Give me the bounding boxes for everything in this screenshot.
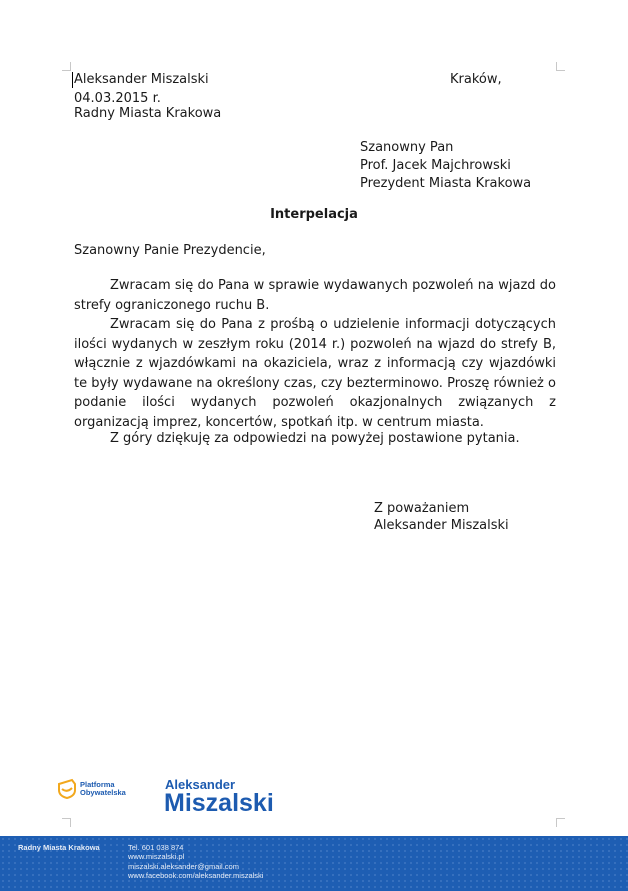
letter-date: 04.03.2015 r.	[74, 91, 161, 106]
sender-city: Kraków,	[450, 72, 502, 87]
closing-thanks: Z góry dziękuję za odpowiedzi na powyżej postawione pytania.	[110, 431, 520, 446]
brand-last-name: Miszalski	[164, 789, 274, 817]
recipient-position: Prezydent Miasta Krakowa	[360, 176, 532, 191]
letter-heading: Interpelacja	[270, 207, 358, 222]
platforma-obywatelska-logo-icon	[56, 778, 78, 800]
margin-mark-top-right	[556, 62, 565, 71]
body-paragraph-2: Zwracam się do Pana z prośbą o udzielenie informacji dotyczących ilości wydanych w zeszłym roku (2014 r.) pozwoleń na wjazd do strefy B, włącznie z wjazdówkami na okaziciela, wraz z informacją czy wjazdówki te były wydawane na określony czas, czy bezterminowo. Proszę również o podanie ilości wydanych pozwoleń okazjonalnych związanych z organizacją imprez, koncertów, spotkań itp. w centrum miasta.	[74, 317, 556, 430]
footer-email: miszalski.aleksander@gmail.com	[128, 861, 239, 871]
footer-banner	[0, 836, 628, 891]
margin-mark-bottom-right	[556, 818, 565, 827]
footer-phone: Tel. 601 038 874	[128, 843, 184, 852]
footer-contacts	[128, 843, 263, 880]
margin-mark-top-left	[62, 62, 71, 71]
party-name-line-2: Obywatelska	[80, 788, 126, 797]
footer-facebook: www.facebook.com/aleksander.miszalski	[128, 870, 264, 880]
margin-mark-bottom-left	[62, 818, 71, 827]
party-name-line-1: Platforma	[80, 780, 115, 789]
sender-title: Radny Miasta Krakowa	[74, 106, 222, 121]
body-paragraph-1: Zwracam się do Pana w sprawie wydawanych pozwoleń na wjazd do strefy ograniczonego ruchu B.	[74, 278, 556, 313]
brand-first-name: Aleksander	[165, 777, 236, 792]
footer-role: Radny Miasta Krakowa	[18, 843, 100, 852]
sender-name: Aleksander Miszalski	[74, 72, 209, 87]
party-name	[80, 781, 126, 797]
recipient-salutation: Szanowny Pan	[360, 140, 454, 155]
letter-body	[74, 276, 556, 432]
recipient-name: Prof. Jacek Majchrowski	[360, 158, 511, 173]
letter-greeting: Szanowny Panie Prezydencie,	[74, 243, 266, 258]
footer-website: www.miszalski.pl	[128, 852, 185, 862]
sign-off: Z poważaniem	[374, 501, 470, 516]
signature: Aleksander Miszalski	[374, 518, 509, 533]
text-cursor	[72, 72, 73, 88]
